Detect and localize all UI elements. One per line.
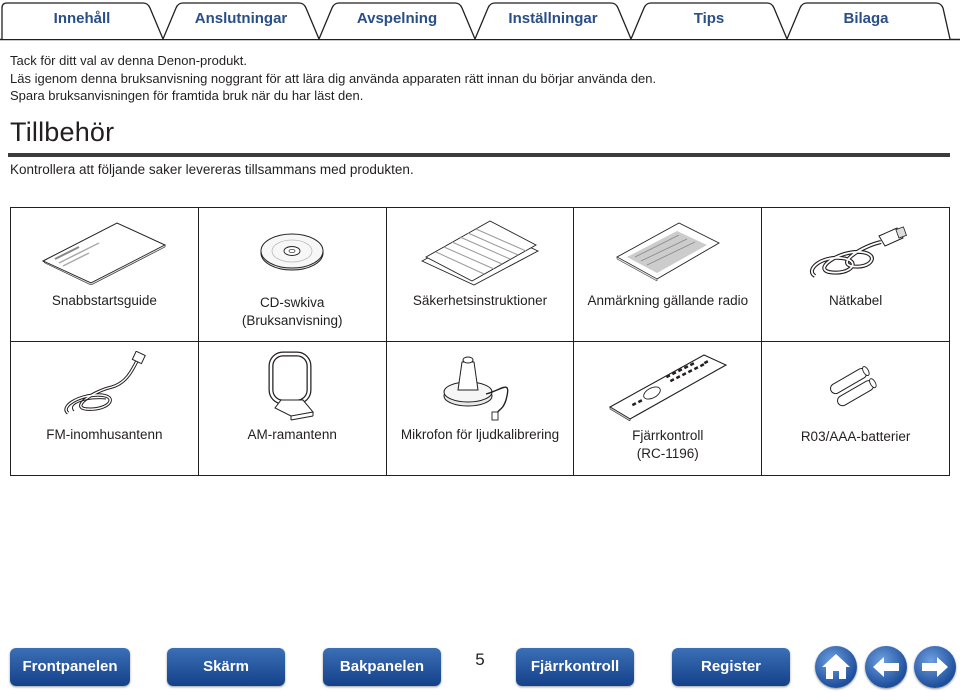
cd-disc-icon [199,216,386,288]
fjarrkontroll-button[interactable]: Fjärrkontroll [516,648,634,686]
accessories-table [10,207,950,476]
accessory-name: Mikrofon för ljudkalibrering [400,427,560,442]
bakpanelen-button[interactable]: Bakpanelen [323,648,441,686]
intro-line: Spara bruksanvisningen för framtida bruk när du har läst den. [10,88,364,103]
accessory-cell [574,208,762,342]
section-subtitle: Kontrollera att följande saker levereras tillsammans med produkten. [10,162,414,177]
accessory-name: Säkerhetsinstruktioner [412,293,548,308]
tab-installningar[interactable]: Inställningar [508,10,598,27]
accessory-name: AM-ramantenn [247,427,337,442]
power-cable-icon [762,216,949,288]
quick-start-guide-icon [11,216,198,288]
section-divider [8,153,950,157]
register-button[interactable]: Register [672,648,790,686]
microphone-icon [387,350,574,422]
accessory-cell [11,342,199,476]
intro-line: Läs igenom denna bruksanvisning noggrant för att lära dig använda apparaten rätt innan du börjar använda den. [10,70,657,86]
accessory-cell [11,208,199,342]
tab-innehall[interactable]: Innehåll [53,10,111,27]
accessory-cell [574,342,762,476]
accessory-cell [386,342,574,476]
tab-bilaga[interactable]: Bilaga [843,10,889,27]
accessory-name: CD-swkiva (Bruksanvisning) [241,295,343,328]
accessory-cell [762,208,950,342]
radio-notice-icon [574,216,761,288]
page-number: 5 [475,650,485,669]
home-icon[interactable] [815,646,857,688]
accessory-name: Fjärrkontroll (RC-1196) [632,428,704,461]
section-title: Tillbehör [10,117,115,147]
skarm-button[interactable]: Skärm [167,648,285,686]
accessory-cell [198,342,386,476]
accessory-name: Snabbstartsguide [51,293,157,308]
frontpanelen-button[interactable]: Frontpanelen [10,648,130,686]
top-tab-bar [0,0,960,40]
tab-avspelning[interactable]: Avspelning [356,10,438,27]
accessory-cell [198,208,386,342]
accessory-name: Anmärkning gällande radio [587,293,749,308]
accessory-name: R03/AAA-batterier [800,429,911,444]
tab-anslutningar[interactable]: Anslutningar [194,10,288,27]
batteries-icon [762,350,949,422]
intro-line: Tack för ditt val av denna Denon-produkt. [10,53,248,68]
accessory-name: Nätkabel [828,293,883,308]
safety-instructions-icon [387,216,574,288]
accessory-name: FM-inomhusantenn [46,427,163,442]
table-row [11,342,950,476]
tab-tips[interactable]: Tips [693,10,725,27]
back-arrow-icon[interactable] [865,646,907,688]
table-row [11,208,950,342]
am-loop-antenna-icon [199,350,386,422]
intro-text [10,52,656,105]
remote-control-icon [574,350,761,422]
fm-antenna-icon [11,350,198,422]
accessory-cell [762,342,950,476]
forward-arrow-icon[interactable] [914,646,956,688]
accessory-cell [386,208,574,342]
